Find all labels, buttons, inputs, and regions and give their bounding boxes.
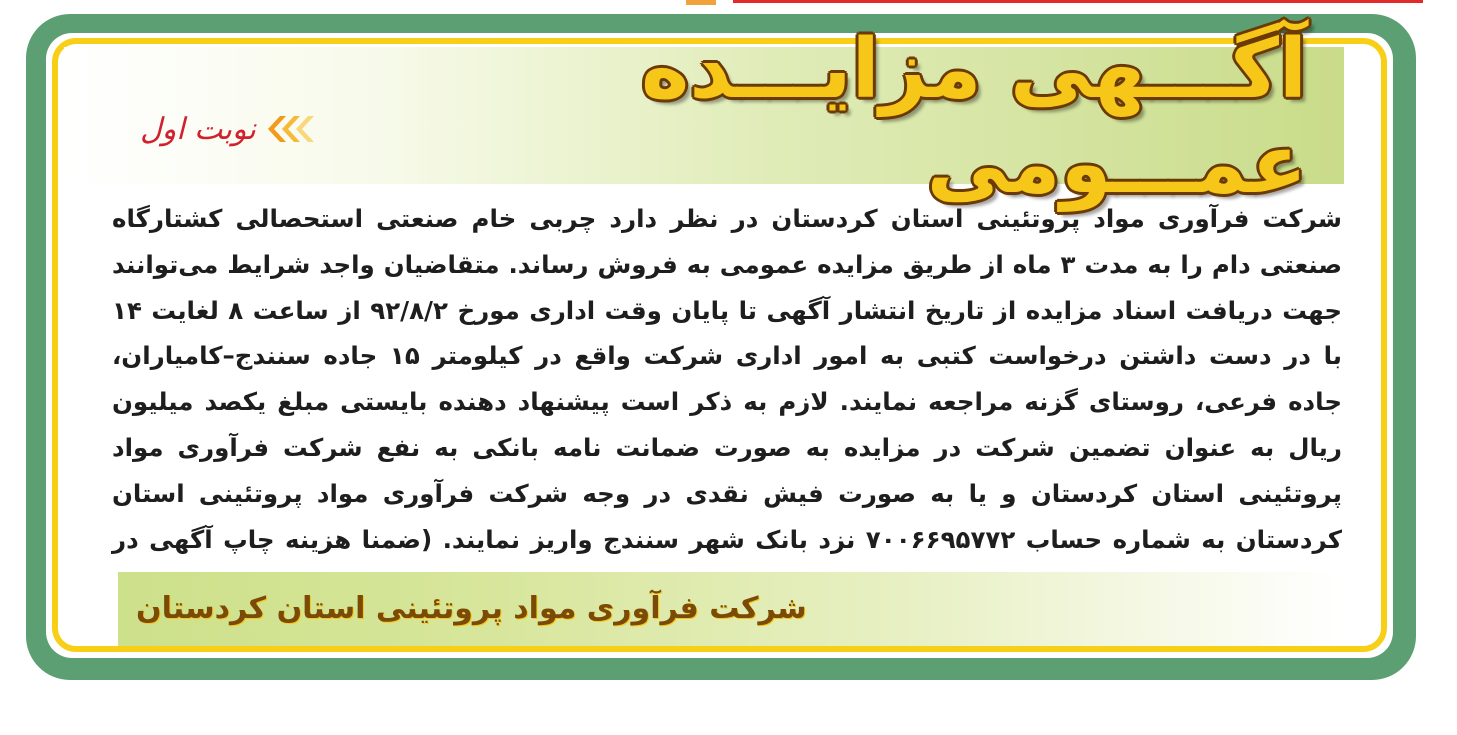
- top-red-line: [733, 0, 1423, 3]
- top-orange-mark: [686, 0, 716, 5]
- ad-title: آگـــهی مزایـــده عمـــومی: [640, 22, 1307, 212]
- company-signature: شرکت فرآوری مواد پروتئینی استان کردستان: [136, 590, 807, 626]
- ad-body-text: شرکت فرآوری مواد پروتئینی استان کردستان در نظر دارد چربی خام صنعتی استحصالی کشتارگاه صنعتی دام را به مدت ۳ ماه از طریق مزایده عمومی به فروش رساند. متقاضیان واجد شرایط می‌توانند جهت دریافت اسناد مزایده از تاریخ انتشار آگهی تا پایان وقت اداری مورخ ۹۲/۸/۲ از ساعت ۸ لغایت ۱۴ با در دست داشتن درخواست کتبی به امور اداری شرکت واقع در کیلومتر ۱۵ جاده سنندج–کامیاران، جاده فرعی، روستای گزنه مراجعه نمایند. لازم به ذکر است پیشنهاد دهنده بایستی مبلغ یکصد میلیون ریال به عنوان تضمین شرکت در مزایده به صورت ضمانت نامه بانکی به نفع شرکت فرآوری مواد پروتئینی استان کردستان و یا به صورت فیش نقدی در وجه شرکت فرآوری مواد پروتئینی استان کردستان به شماره حساب ۷۰۰۶۶۹۵۷۷۲ نزد بانک شهر سنندج واریز نمایند. (ضمنا هزینه چاپ آگهی در: [112, 204, 1342, 554]
- triple-chevron-left-icon: [266, 114, 314, 144]
- round-label-group: [140, 104, 314, 154]
- round-label: نوبت اول: [140, 111, 256, 147]
